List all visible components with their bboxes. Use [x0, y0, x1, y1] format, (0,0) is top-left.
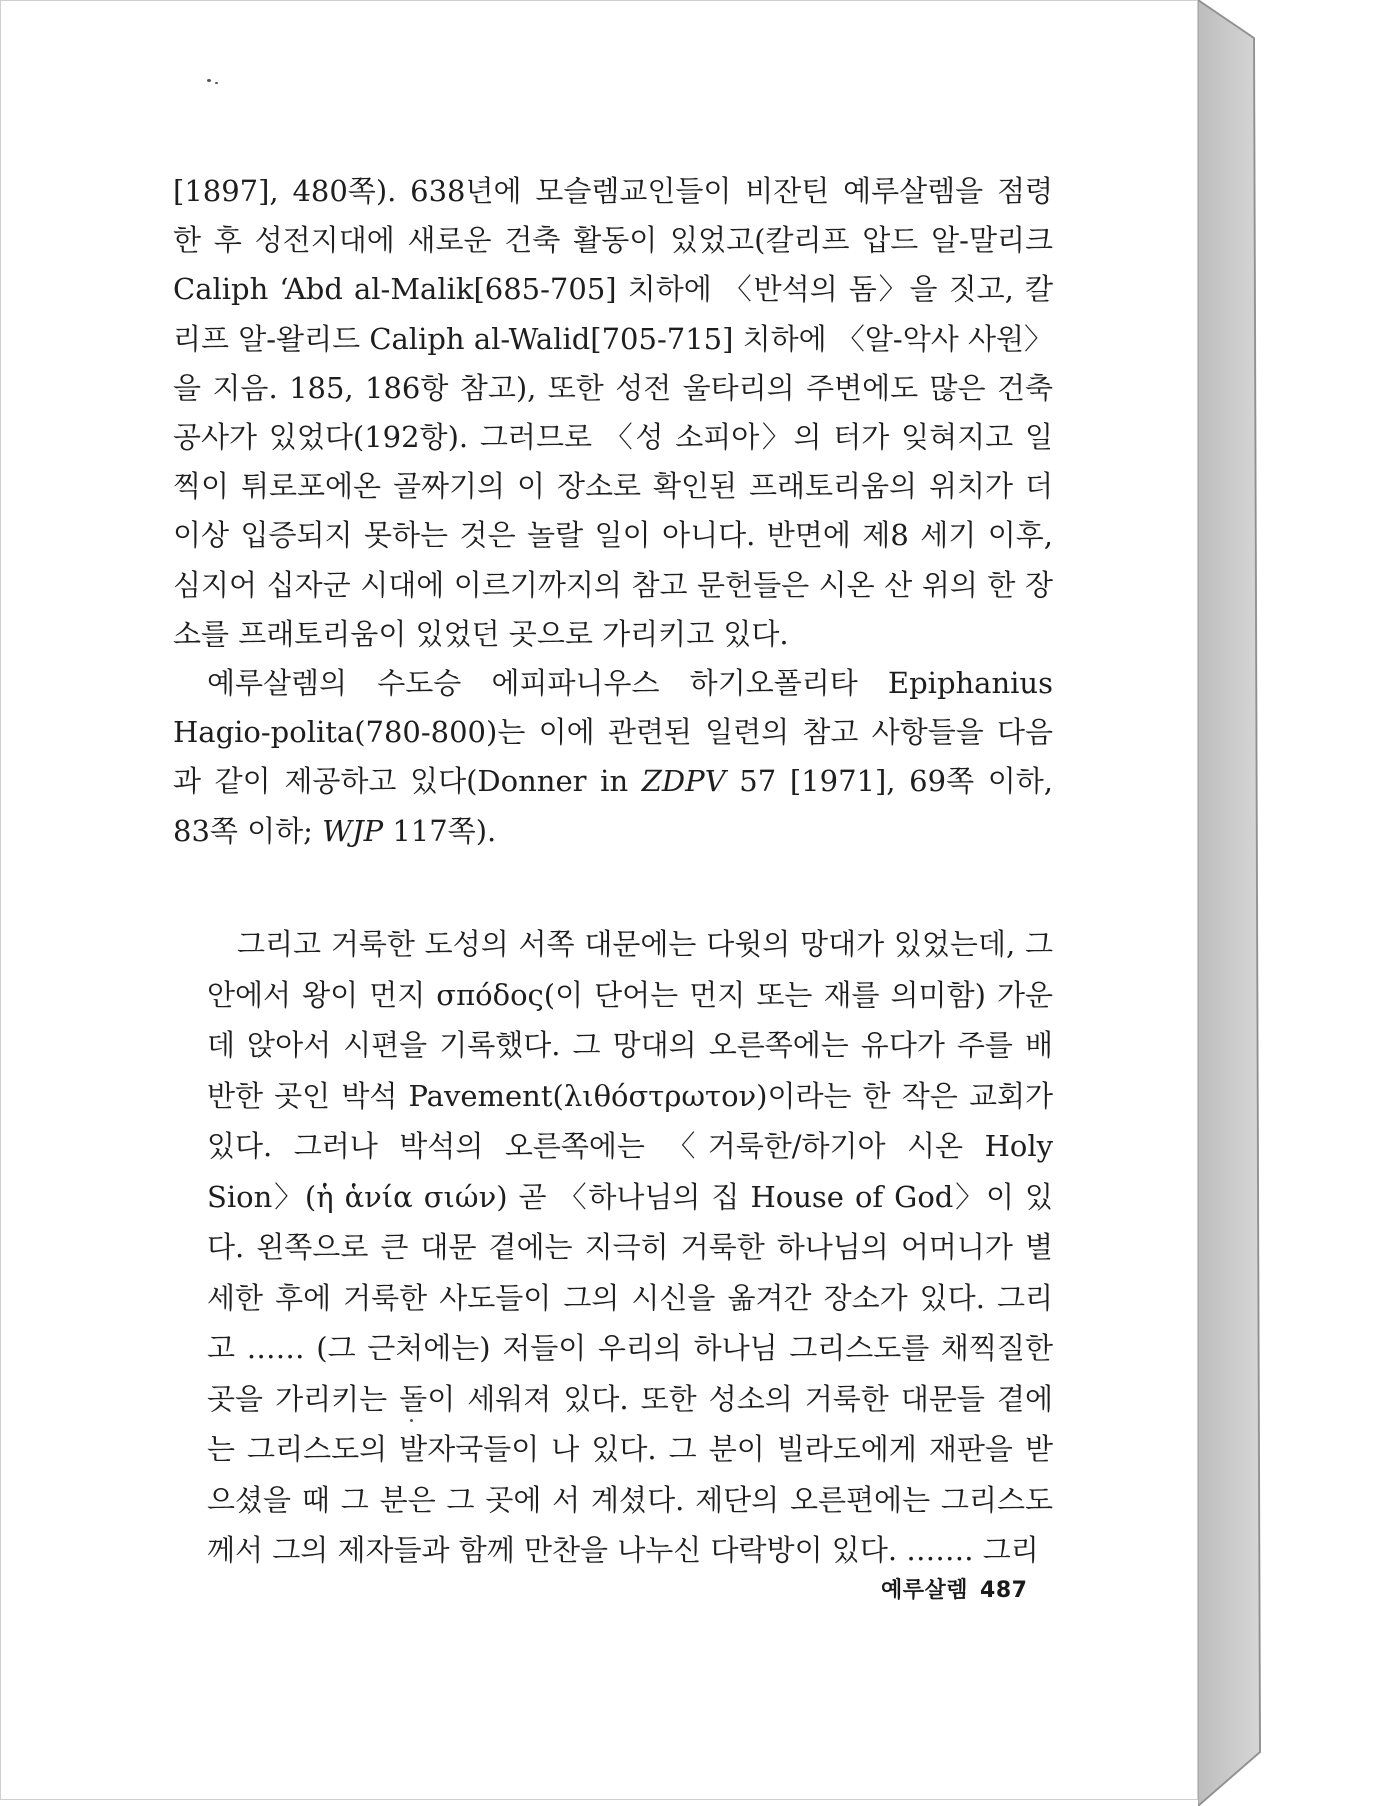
block-quote — [207, 919, 1053, 1576]
paragraph-text: 117쪽). — [383, 813, 497, 848]
running-head: 예루살렘 — [881, 1578, 969, 1603]
body-text — [173, 167, 1053, 856]
paragraph-text: [1897], 480쪽). 638년에 모슬렘교인들이 비잔틴 예루살렘을 점령한 후 성전지대에 새로운 건축 활동이 있었고(칼리프 압드 알-말리크 Caliph ‘Abd al-Malik[685-705] 치하에 〈반석의 돔〉을 짓고, 칼리프 알-왈리드 Caliph al-Walid[705-715] 치하에 〈알-악사 사원〉을 지음. 185, 186항 참고), 또한 성전 울타리의 주변에도 많은 건축 공사가 있었다(192항). 그러므로 〈성 소피아〉의 터가 잊혀지고 일찍이 튀로포에온 골짜기의 이 장소로 확인된 프래토리움의 위치가 더 이상 입증되지 못하는 것은 놀랄 일이 아니다. 반면에 제8 세기 이후, 심지어 십자군 시대에 이르기까지의 참고 문헌들은 시온 산 위의 한 장소를 프래토리움이 있었던 곳으로 가리키고 있다. — [173, 174, 1053, 651]
page-number: 487 — [980, 1578, 1028, 1603]
paragraph-2 — [173, 659, 1053, 856]
book-side-edge — [1198, 0, 1272, 1806]
scan-speck — [207, 79, 211, 82]
journal-abbrev: ZDPV — [641, 764, 726, 799]
page-footer — [881, 1573, 1027, 1604]
book-abbrev: WJP — [322, 813, 384, 848]
scan-speck — [215, 82, 218, 84]
paragraph-text: 57 [1971], 69쪽 이하, 83쪽 이하; — [173, 764, 1053, 848]
paragraph-1 — [173, 167, 1053, 659]
page-stack-edge — [1198, 0, 1272, 1806]
paragraph-text: 예루살렘의 수도승 에피파니우스 하기오폴리타 Epiphanius Hagio-polita(780-800)는 이에 관련된 일련의 참고 사항들을 다음과 같이 제공하고 있다(Donner in — [173, 666, 1053, 799]
quote-text: 그리고 거룩한 도성의 서쪽 대문에는 다윗의 망대가 있었는데, 그 안에서 왕이 먼지 σπόδος(이 단어는 먼지 또는 재를 의미함) 가운데 앉아서 시편을 기록했다. 그 망대의 오른쪽에는 유다가 주를 배반한 곳인 박석 Pavement(λιθόστρωτον)이라는 한 작은 교회가 있다. 그러나 박석의 오른쪽에는 〈거룩한/하기아 시온 Holy Sion〉(ἡ ἁνία σιών) 곧 〈하나님의 집 House of God〉이 있다. 왼쪽으로 큰 대문 곁에는 지극히 거룩한 하나님의 어머니가 별세한 후에 거룩한 사도들이 그의 시신을 옮겨간 장소가 있다. 그리고 …… (그 근처에는) 저들이 우리의 하나님 그리스도를 채찍질한 곳을 가리키는 돌이 세워져 있다. 또한 성소의 거룩한 대문들 곁에는 그리스도의 발자국들이 나 있다. 그 분이 빌라도에게 재판을 받으셨을 때 그 분은 그 곳에 서 계셨다. 제단의 오른편에는 그리스도께서 그의 제자들과 함께 만찬을 나누신 다락방이 있다. ……. 그리 — [207, 927, 1053, 1567]
